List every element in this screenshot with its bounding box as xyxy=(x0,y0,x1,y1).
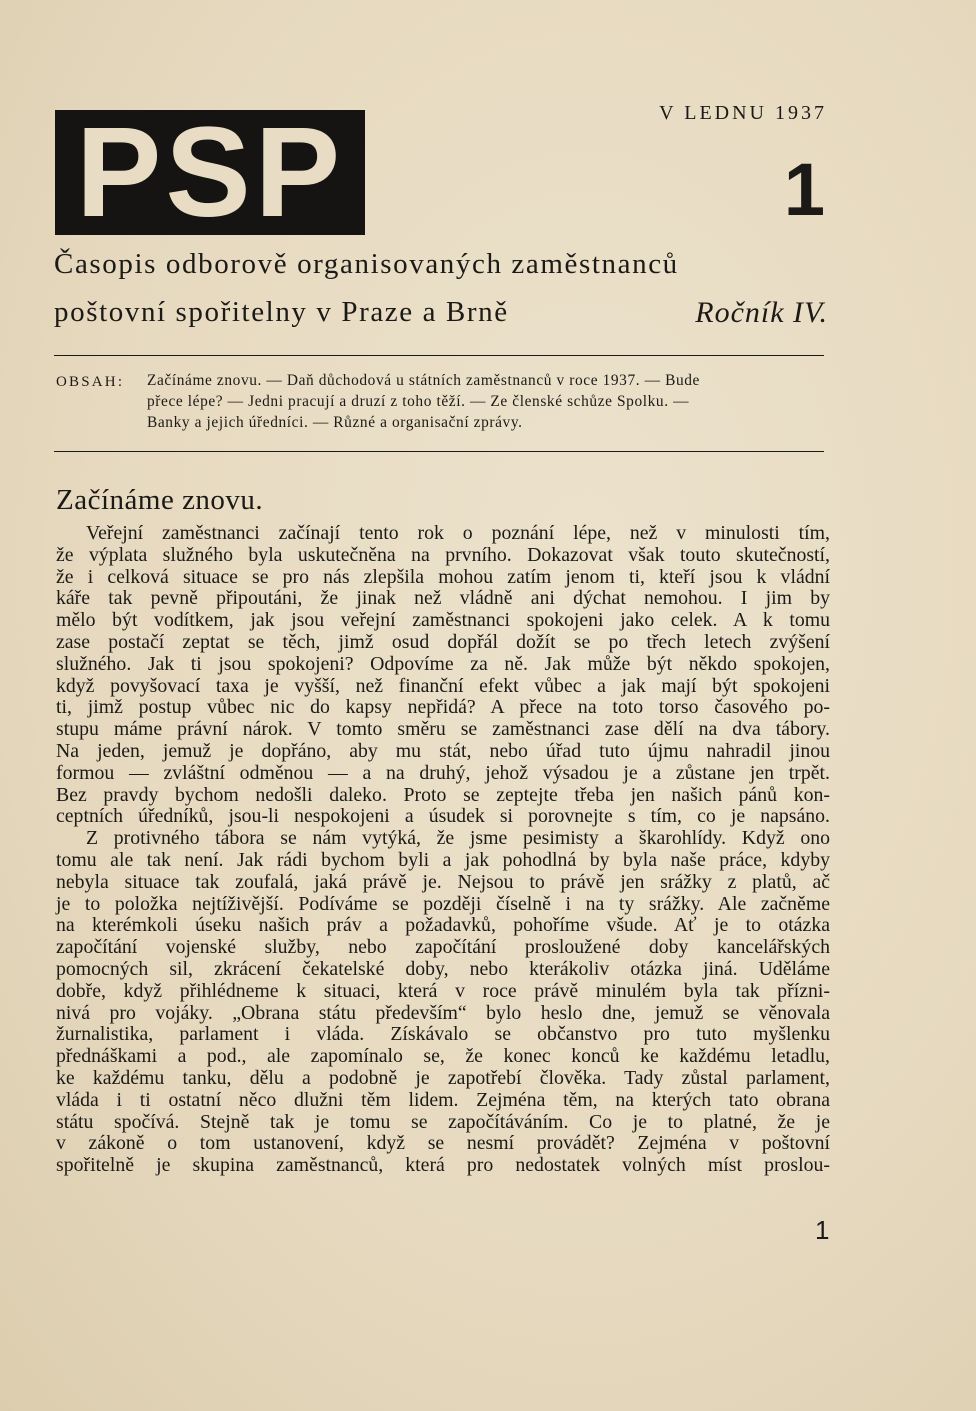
article-line: na kterémkoli úseku našich práv a požadavků, pohoříme všude. Ať je to otázka xyxy=(56,914,830,937)
article-line: je to položka nejtíživější. Podíváme se později číselně i na ty srážky. Ale začněme xyxy=(56,892,830,915)
contents-label: OBSAH: xyxy=(56,374,125,390)
article-line: Na jeden, jemuž je dopřáno, aby mu stát, nebo úřad tuto újmu nahradil jinou xyxy=(56,739,830,762)
article-line: Bez pravdy bychom nedošli daleko. Proto se zeptejte třeba jen našich pánů kon- xyxy=(56,783,830,806)
article-line: přednáškami a pod., ale zapomínalo se, že konec konců ke každému letadlu, xyxy=(56,1045,830,1068)
article-line: když povyšovací taxa je vyšší, než finanční efekt vůbec a jak mají být spokojeni xyxy=(56,674,830,697)
article-line: vláda i ti ostatní něco dlužni těm lidem. Zejména těm, na kterých tato obrana xyxy=(56,1088,830,1111)
issue-number: 1 xyxy=(783,148,825,231)
article-line: zase postačí zeptat se těch, jimž osud dopřál dožít se po třech letech zvýšení xyxy=(56,630,830,653)
article-line: mělo být vodítkem, jak jsou veřejní zaměstnanci spokojeni jako celek. A k tomu xyxy=(56,609,830,632)
article-line: nebyla situace tak zoufalá, jaká právě je. Nejsou to právě jen srážky z platů, ač xyxy=(56,870,830,893)
article-body xyxy=(56,523,830,1177)
article-line: spořitelně je skupina zaměstnanců, která pro nedostatek volných míst proslou- xyxy=(56,1154,830,1177)
article-line: dobře, když přihlédneme k situaci, která v roce právě minulém byla tak přízni- xyxy=(56,979,830,1002)
article-line: ceptních úředníků, jsou-li nespokojeni a úsudek si porovnejte s tím, co je napsáno. xyxy=(56,805,830,828)
article-line: Z protivného tábora se nám vytýká, že jsme pesimisty a škarohlídy. Když ono xyxy=(86,827,830,850)
issue-date: V LEDNU 1937 xyxy=(659,102,827,124)
article-line: že i celková situace se pro nás zlepšila mohou zatím jenom ti, kteří jsou k vládní xyxy=(56,565,830,588)
article-line: započítání vojenské služby, nebo započítání prosloužené doby kancelářských xyxy=(56,936,830,959)
subtitle-line-2: poštovní spořitelny v Praze a Brně xyxy=(54,296,509,328)
masthead-logo: PSP xyxy=(55,110,365,235)
page-number: 1 xyxy=(815,1215,830,1245)
article-line: ke každému tanku, dělu a podobně je zapotřebí člověka. Tady zůstal parlament, xyxy=(56,1066,830,1089)
article-line: služného. Jak ti jsou spokojeni? Odpovíme za ně. Jak může být někdo spokojen, xyxy=(56,652,830,675)
top-divider xyxy=(54,355,824,356)
subtitle-line-1: Časopis odborově organisovaných zaměstnanců xyxy=(54,248,679,280)
article-title: Začínáme znovu. xyxy=(56,484,264,516)
article-line: státu spočívá. Stejně tak je tomu se započítáváním. Co je to platné, že je xyxy=(56,1110,830,1133)
article-line: že výplata služného byla uskutečněna na prvního. Dokazovat však touto skutečností, xyxy=(56,543,830,566)
volume-label: Ročník IV. xyxy=(695,296,828,329)
article-line: stupu máme právní nárok. V tomto směru se zaměstnanci zase dělí na dva tábory. xyxy=(56,718,830,741)
article-line: formou — zvláštní odměnou — a na druhý, jehož výsadou je a zůstane jen trpět. xyxy=(56,761,830,784)
article-line: v zákoně o tom ustanovení, když se nesmí provádět? Zejména v poštovní xyxy=(56,1132,830,1155)
contents-line: Banky a jejich úředníci. — Různé a organisační zprávy. xyxy=(147,414,523,431)
article-line: žurnalistika, parlament i vláda. Získávalo se občanstvo pro tuto myšlenku xyxy=(56,1023,830,1046)
article-line: ti, jimž postup vůbec nic do kapsy nepřidá? A přece na toto torso časového po- xyxy=(56,696,830,719)
article-line: tomu ale tak není. Jak rádi bychom byli a jak pohodlná by byla naše práce, kdyby xyxy=(56,848,830,871)
contents-list xyxy=(147,370,827,433)
article-line: káře tak pevně připoutáni, že jinak než vládně ani dýchat nemohou. I jim by xyxy=(56,587,830,610)
contents-line: Začínáme znovu. — Daň důchodová u státních zaměstnanců v roce 1937. — Bude xyxy=(147,372,700,389)
bottom-divider xyxy=(54,451,824,452)
article-line: nivá pro vojáky. „Obrana státu především“ bylo heslo dne, jemuž se věnovala xyxy=(56,1001,830,1024)
article-line: Veřejní zaměstnanci začínají tento rok o poznání lépe, než v minulosti tím, xyxy=(86,522,830,544)
contents-line: přece lépe? — Jedni pracují a druzí z toho těží. — Ze členské schůze Spolku. — xyxy=(147,393,690,410)
article-line: pomocných sil, zkrácení čekatelské doby, nebo kterákoliv otázka jiná. Uděláme xyxy=(56,957,830,980)
